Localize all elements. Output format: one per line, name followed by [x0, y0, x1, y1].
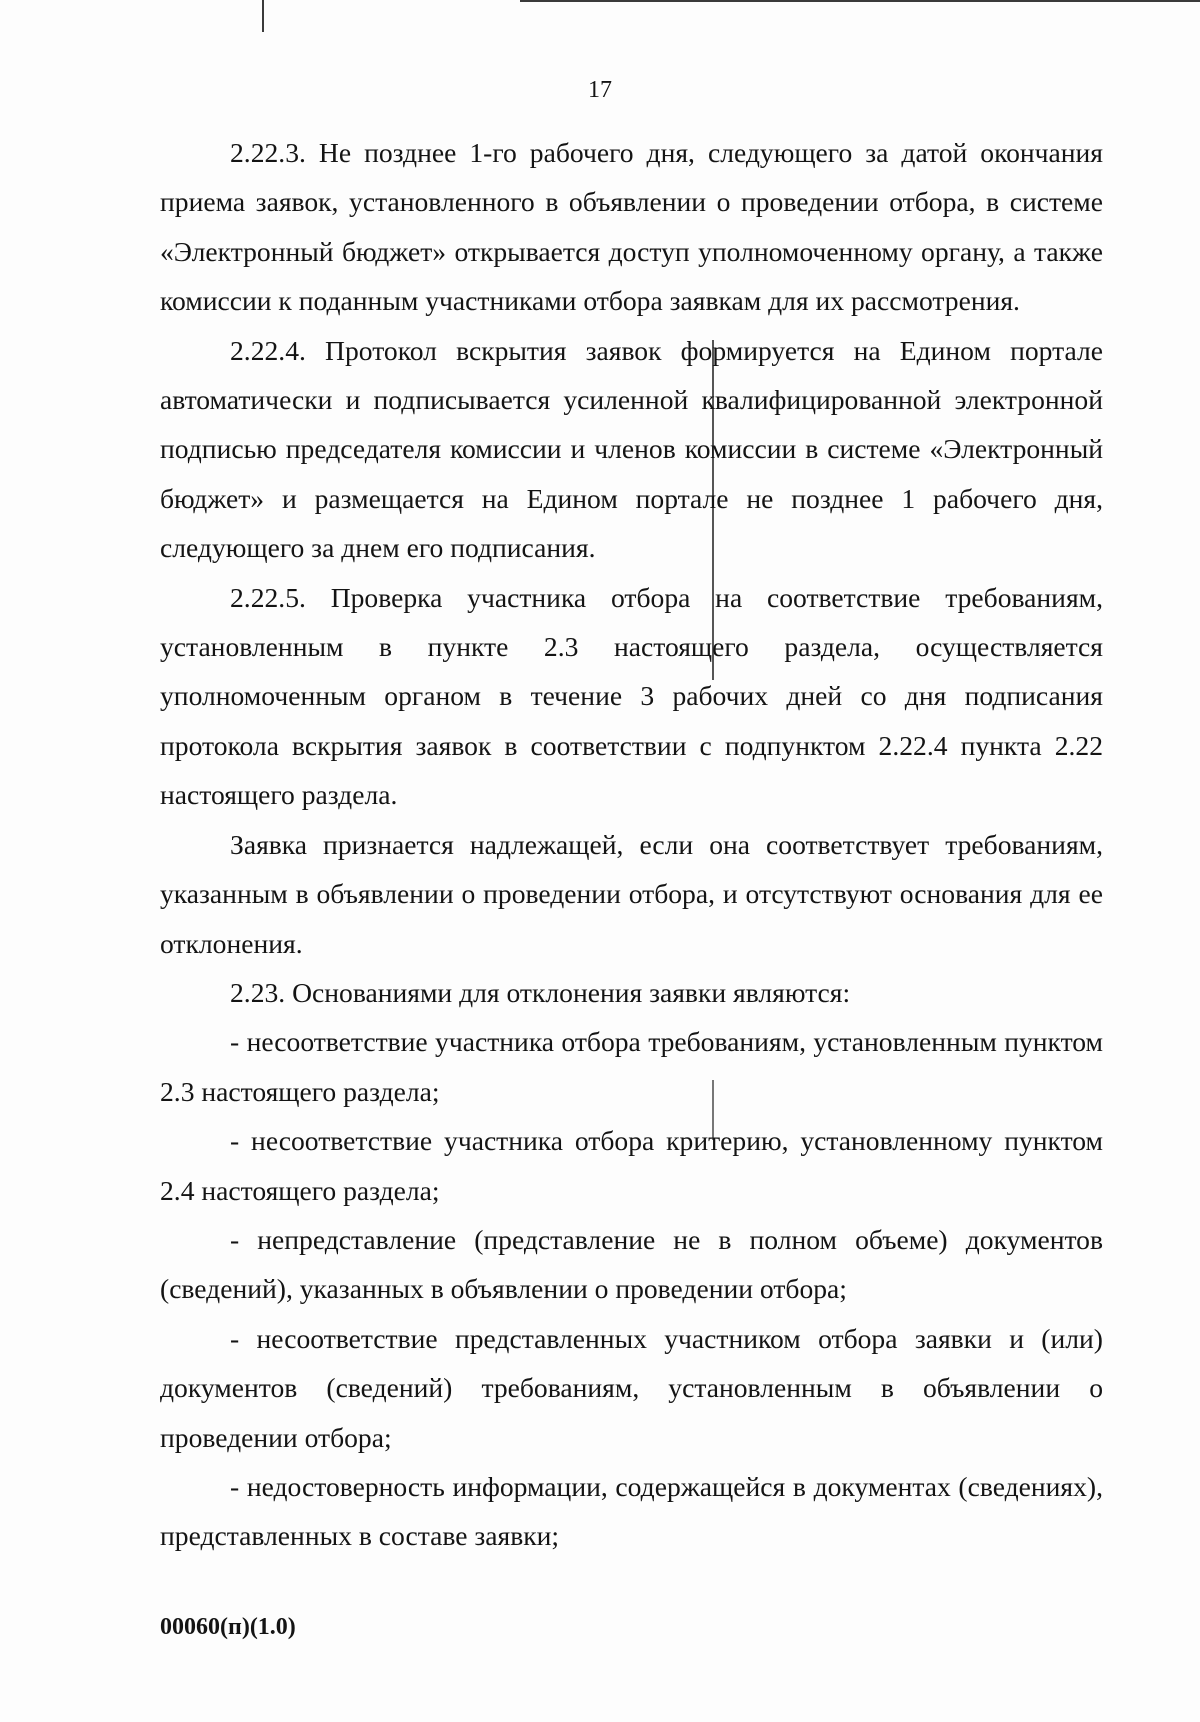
page-number: 17 [588, 77, 612, 103]
scan-artifact-top-line [520, 0, 1200, 2]
list-item-rejection-ground-1: - несоответствие участника отбора требованиям, установленным пунктом 2.3 настоящего раздела; [160, 1026, 1103, 1107]
paragraph-2-22-3: 2.22.3. Не позднее 1-го рабочего дня, следующего за датой окончания приема заявок, установленного в объявлении о проведении отбора, в системе «Электронный бюджет» открывается доступ уполномоченному органу, а также комиссии к поданным участниками отбора заявкам для их рассмотрения. [160, 137, 1103, 317]
paragraph-2-22-4: 2.22.4. Протокол вскрытия заявок формируется на Едином портале автоматически и подписывается усиленной квалифицированной электронной подписью председателя комиссии и членов комиссии в системе «Электронный бюджет» и размещается на Едином портале не позднее 1 рабочего дня, следующего за днем его подписания. [160, 334, 1103, 564]
paragraph-proper-application: Заявка признается надлежащей, если она соответствует требованиям, указанным в объявлении о проведении отбора, и отсутствуют основания для ее отклонения. [160, 828, 1103, 959]
paragraph-2-22-5: 2.22.5. Проверка участника отбора на соответствие требованиям, установленным в пункте 2.3 настоящего раздела, осуществляется уполномоченным органом в течение 3 рабочих дней со дня подписания протокола вскрытия заявок в соответствии с подпунктом 2.22.4 пункта 2.22 настоящего раздела. [160, 581, 1103, 811]
list-item-rejection-ground-3: - непредставление (представление не в полном объеме) документов (сведений), указанных в объявлении о проведении отбора; [160, 1223, 1103, 1305]
list-item-rejection-ground-5: - недостоверность информации, содержащейся в документах (сведениях), представленных в составе заявки; [160, 1470, 1103, 1552]
list-item-rejection-ground-2: - несоответствие участника отбора критерию, установленному пунктом 2.4 настоящего раздела; [160, 1125, 1103, 1206]
list-item-rejection-ground-4: - несоответствие представленных участником отбора заявки и (или) документов (сведений) требованиям, установленным в объявлении о проведении отбора; [160, 1322, 1103, 1453]
paragraph-2-23-heading: 2.23. Основаниями для отклонения заявки являются: [230, 976, 851, 1008]
document-body [160, 128, 1103, 1561]
scan-artifact-left-tick [262, 0, 264, 32]
document-footer-code: 00060(п)(1.0) [160, 1614, 296, 1640]
